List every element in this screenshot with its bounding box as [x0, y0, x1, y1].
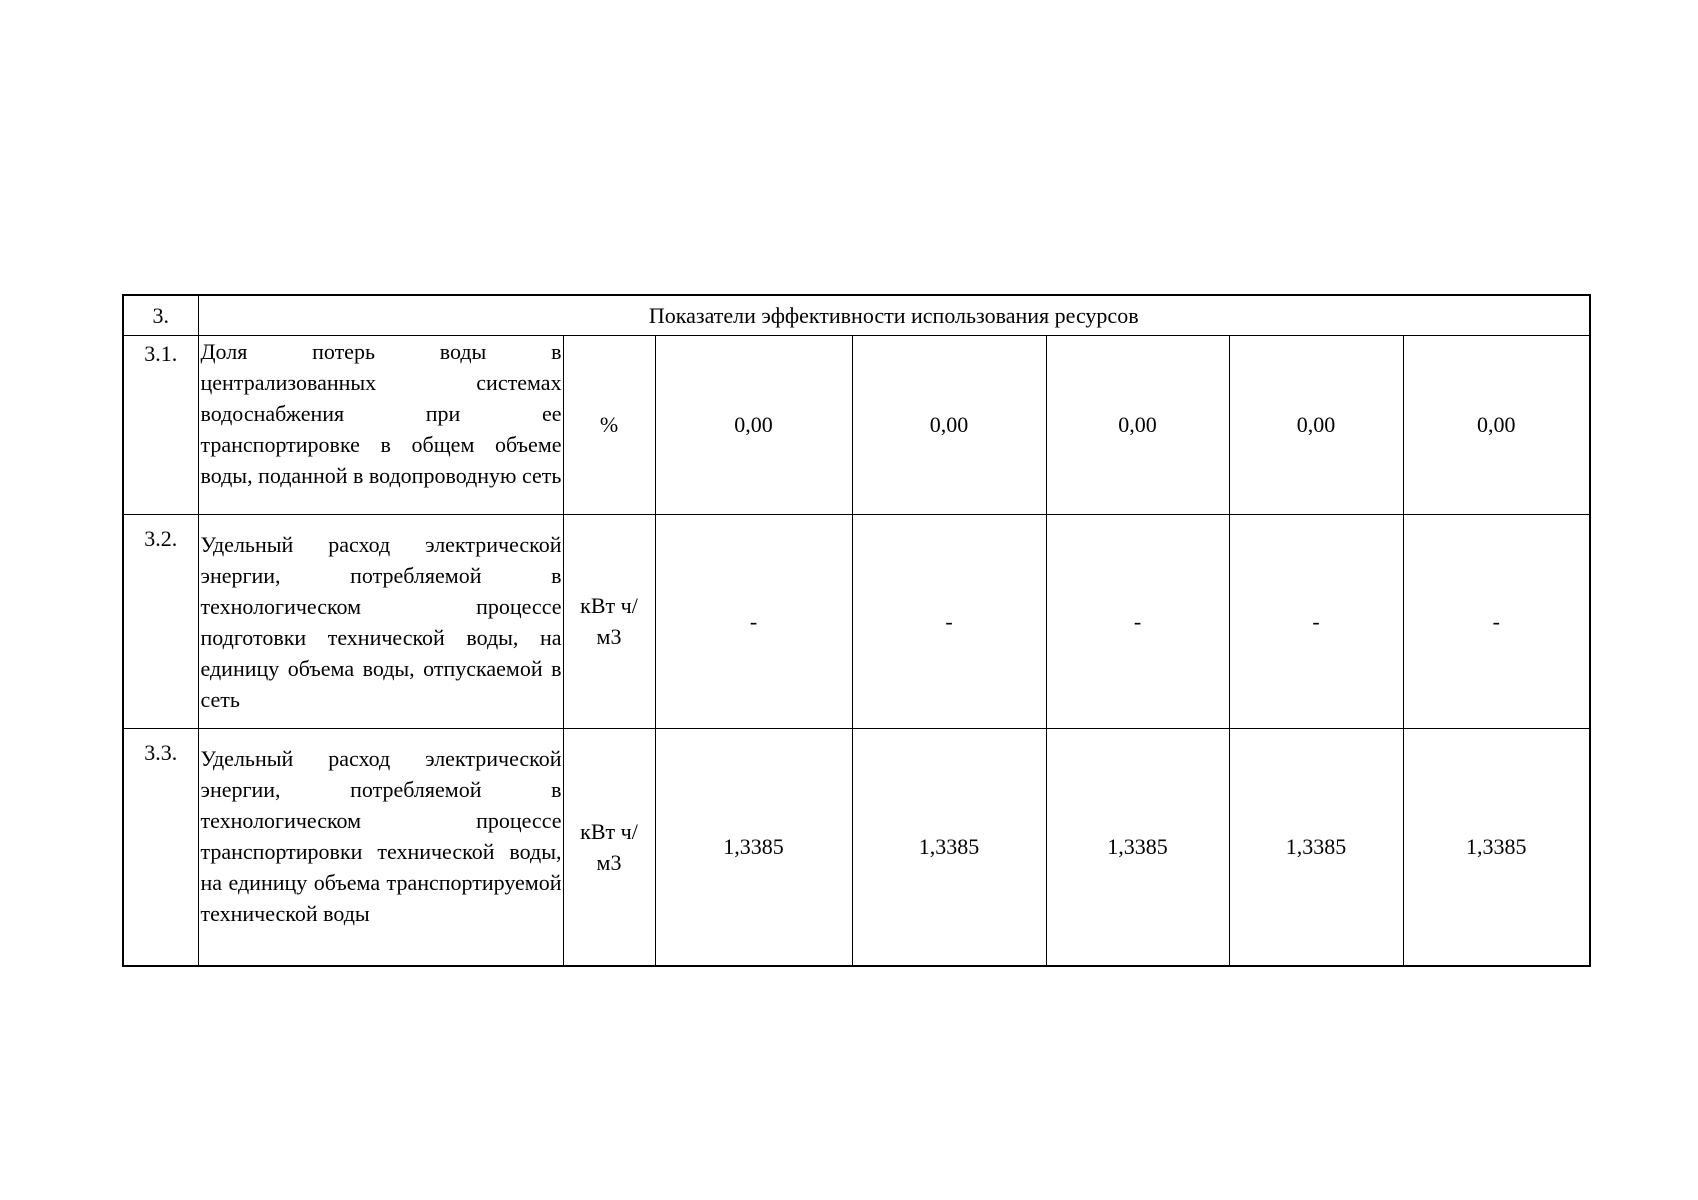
row-value: -	[1046, 514, 1229, 728]
row-number: 3.2.	[123, 514, 198, 728]
row-number: 3.3.	[123, 728, 198, 966]
row-description: Доля потерь воды в централизованных системах водоснабжения при ее транспортировке в общем объеме воды, поданной в водопроводную сеть	[198, 335, 563, 514]
row-description: Удельный расход электрической энергии, потребляемой в технологическом процессе транспортировки технической воды, на единицу объема транспортируемой технической воды	[198, 728, 563, 966]
row-value: 1,3385	[655, 728, 852, 966]
row-value: 0,00	[1403, 335, 1590, 514]
row-value: -	[1229, 514, 1403, 728]
row-value: 0,00	[852, 335, 1046, 514]
row-description: Удельный расход электрической энергии, потребляемой в технологическом процессе подготовки технической воды, на единицу объема воды, отпускаемой в сеть	[198, 514, 563, 728]
row-number: 3.1.	[123, 335, 198, 514]
row-value: -	[1403, 514, 1590, 728]
indicators-table	[122, 294, 1591, 967]
table-row	[123, 514, 1590, 728]
row-unit: кВт ч/м3	[563, 514, 655, 728]
row-unit: %	[563, 335, 655, 514]
row-value: 0,00	[1229, 335, 1403, 514]
row-value: -	[655, 514, 852, 728]
row-value: -	[852, 514, 1046, 728]
row-value: 1,3385	[1046, 728, 1229, 966]
table-row	[123, 728, 1590, 966]
row-value: 0,00	[1046, 335, 1229, 514]
section-title: Показатели эффективности использования ресурсов	[198, 295, 1590, 335]
row-value: 1,3385	[1403, 728, 1590, 966]
section-header-row	[123, 295, 1590, 335]
row-value: 0,00	[655, 335, 852, 514]
table-row	[123, 335, 1590, 514]
row-value: 1,3385	[1229, 728, 1403, 966]
row-unit: кВт ч/м3	[563, 728, 655, 966]
section-number: 3.	[123, 295, 198, 335]
row-value: 1,3385	[852, 728, 1046, 966]
